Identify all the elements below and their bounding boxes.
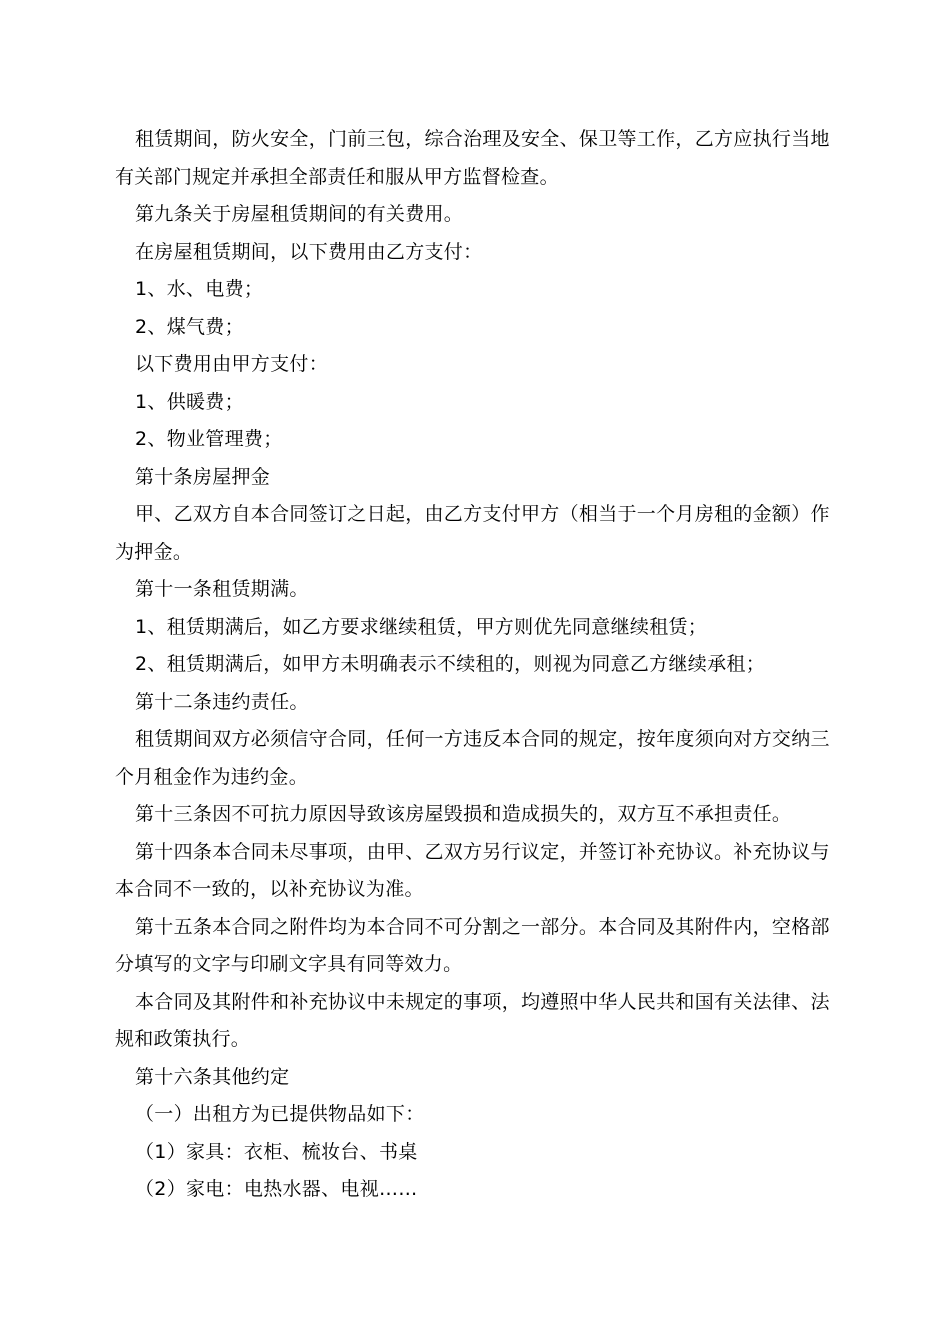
article-15-paragraph: 第十五条本合同之附件均为本合同不可分割之一部分。本合同及其附件内，空格部分填写的文字与印刷文字具有同等效力。 (115, 915, 830, 975)
article-16-heading: 第十六条其他约定 (135, 1065, 290, 1088)
paragraph-deposit: 甲、乙双方自本合同签订之日起，由乙方支付甲方（相当于一个月房租的金额）作为押金。 (115, 503, 830, 563)
article-9-heading: 第九条关于房屋租赁期间的有关费用。 (135, 203, 464, 225)
paragraph-landlord-costs: 以下费用由甲方支付： (135, 353, 329, 375)
document-body (115, 121, 835, 1209)
list-item: 2、煤气费； (135, 315, 244, 338)
paragraph-provided-items: （一）出租方为已提供物品如下： (135, 1103, 425, 1125)
paragraph-breach: 租赁期间双方必须信守合同，任何一方违反本合同的规定，按年度须向对方交纳三个月租金作为违约金。 (115, 728, 830, 788)
article-13-paragraph: 第十三条因不可抗力原因导致该房屋毁损和造成损失的，双方互不承担责任。 (135, 803, 792, 825)
list-item: （2）家电：电热水器、电视…… (135, 1178, 418, 1200)
paragraph-tenant-costs: 在房屋租赁期间，以下费用由乙方支付： (135, 240, 483, 263)
paragraph-applicable-law: 本合同及其附件和补充协议中未规定的事项，均遵照中华人民共和国有关法律、法规和政策执行。 (115, 990, 830, 1050)
list-item: 1、供暖费； (135, 390, 244, 413)
list-item: （1）家具：衣柜、梳妆台、书桌 (135, 1140, 418, 1163)
article-14-paragraph: 第十四条本合同未尽事项，由甲、乙双方另行议定，并签订补充协议。补充协议与本合同不一致的，以补充协议为准。 (115, 840, 830, 900)
article-10-heading: 第十条房屋押金 (135, 465, 271, 488)
list-item: 1、水、电费； (135, 278, 264, 300)
list-item: 2、租赁期满后，如甲方未明确表示不续租的，则视为同意乙方继续承租； (135, 653, 765, 675)
paragraph-fire-safety: 租赁期间，防火安全，门前三包，综合治理及安全、保卫等工作，乙方应执行当地有关部门规定并承担全部责任和服从甲方监督检查。 (115, 128, 830, 188)
article-12-heading: 第十二条违约责任。 (135, 690, 309, 713)
article-11-heading: 第十一条租赁期满。 (135, 578, 309, 600)
list-item: 2、物业管理费； (135, 428, 283, 450)
list-item: 1、租赁期满后，如乙方要求继续租赁，甲方则优先同意继续租赁； (135, 615, 708, 638)
